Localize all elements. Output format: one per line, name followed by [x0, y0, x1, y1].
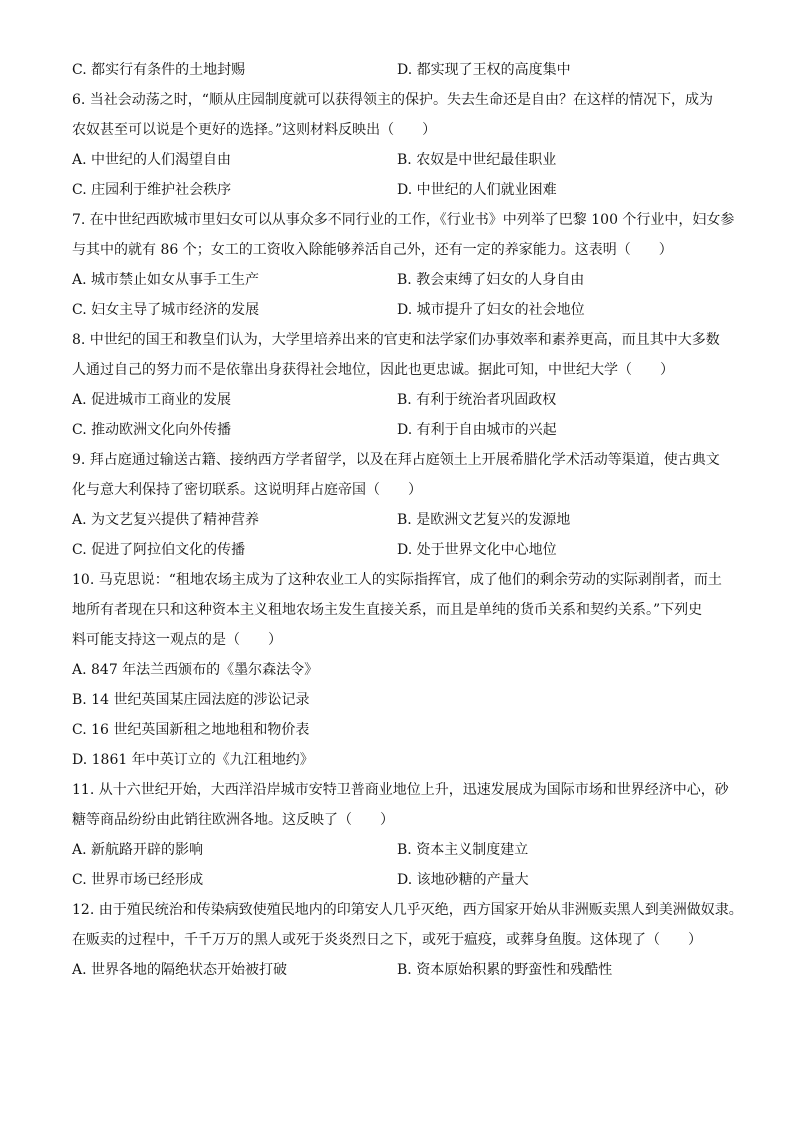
- option-c: C. 都实行有条件的土地封赐: [72, 62, 246, 78]
- question-stem-line: 农奴甚至可以说是个更好的选择。”这则材料反映出（ ）: [72, 122, 437, 138]
- question-8-stem: [72, 330, 722, 380]
- question-stem-line: 与其中的就有 86 个；女工的工资收入除能够养活自己外，还有一定的养家能力。这表明（ ）: [72, 242, 673, 258]
- option-b: B. 资本主义制度建立: [397, 842, 529, 858]
- question-7-stem: [72, 210, 735, 260]
- question-11-stem: [72, 780, 729, 830]
- option-b: B. 14 世纪英国某庄园法庭的涉讼记录: [72, 692, 310, 708]
- question-stem-line: 糖等商品纷纷由此销往欧洲各地。这反映了（ ）: [72, 812, 394, 828]
- question-stem-line: 地所有者现在只和这种资本主义租地农场主发生直接关系，而且是单纯的货币关系和契约关系。”下列史: [72, 602, 703, 618]
- option-c: C. 妇女主导了城市经济的发展: [72, 302, 260, 318]
- question-7-options-ab: [72, 270, 722, 290]
- option-a: A. 促进城市工商业的发展: [72, 392, 232, 408]
- question-8-options-cd: [72, 420, 722, 440]
- option-d: D. 都实现了王权的高度集中: [397, 62, 571, 78]
- option-a: A. 847 年法兰西颁布的《墨尔森法令》: [72, 662, 319, 678]
- question-stem-line: 人通过自己的努力而不是依靠出身获得社会地位，因此也更忠诚。据此可知，中世纪大学（ ）: [72, 362, 674, 378]
- question-11-options-cd: [72, 870, 722, 890]
- option-c: C. 推动欧洲文化向外传播: [72, 422, 232, 438]
- question-stem-line: 8. 中世纪的国王和教皇们认为，大学里培养出来的官吏和法学家们办事效率和素养更高，而且其中大多数: [72, 332, 720, 348]
- question-7-options-cd: [72, 300, 722, 320]
- option-d: D. 中世纪的人们就业困难: [397, 182, 557, 198]
- option-b: B. 农奴是中世纪最佳职业: [397, 152, 557, 168]
- option-d: D. 处于世界文化中心地位: [397, 542, 557, 558]
- option-a: A. 世界各地的隔绝状态开始被打破: [72, 962, 288, 978]
- question-6-stem: [72, 90, 722, 140]
- question-12-stem: [72, 900, 743, 950]
- option-b: B. 有利于统治者巩固政权: [397, 392, 557, 408]
- option-c: C. 16 世纪英国新租之地地租和物价表: [72, 722, 310, 738]
- option-a: A. 新航路开辟的影响: [72, 842, 204, 858]
- question-stem-line: 7. 在中世纪西欧城市里妇女可以从事众多不同行业的工作，《行业书》中列举了巴黎 100 个行业中，妇女参: [72, 212, 735, 228]
- option-c: C. 世界市场已经形成: [72, 872, 204, 888]
- option-b: B. 资本原始积累的野蛮性和残酷性: [397, 962, 613, 978]
- option-a: A. 为文艺复兴提供了精神营养: [72, 512, 260, 528]
- question-9-options-ab: [72, 510, 722, 530]
- option-d: D. 有利于自由城市的兴起: [397, 422, 557, 438]
- option-c: C. 促进了阿拉伯文化的传播: [72, 542, 246, 558]
- question-9-stem: [72, 450, 722, 500]
- question-stem-line: 12. 由于殖民统治和传染病致使殖民地内的印第安人几乎灭绝，西方国家开始从非洲贩卖黑人到美洲做奴隶。: [72, 902, 743, 918]
- question-stem-line: 10. 马克思说：“租地农场主成为了这种农业工人的实际指挥官，成了他们的剩余劳动的实际剥削者，而土: [72, 572, 722, 588]
- question-stem-line: 化与意大利保持了密切联系。这说明拜占庭帝国（ ）: [72, 482, 422, 498]
- question-stem-line: 料可能支持这一观点的是（ ）: [72, 632, 282, 648]
- option-a: A. 城市禁止如女从事手工生产: [72, 272, 260, 288]
- question-stem-line: 在贩卖的过程中，千千万万的黑人或死于炎炎烈日之下，或死于瘟疫，或葬身鱼腹。这体现了（ ）: [72, 932, 702, 948]
- question-6-options-ab: [72, 150, 722, 170]
- question-8-options-ab: [72, 390, 722, 410]
- option-b: B. 教会束缚了妇女的人身自由: [397, 272, 585, 288]
- option-a: A. 中世纪的人们渴望自由: [72, 152, 232, 168]
- option-d: D. 城市提升了妇女的社会地位: [397, 302, 585, 318]
- question-stem-line: 11. 从十六世纪开始，大西洋沿岸城市安特卫普商业地位上升，迅速发展成为国际市场和世界经济中心，砂: [72, 782, 729, 798]
- question-9-options-cd: [72, 540, 722, 560]
- question-stem-line: 9. 拜占庭通过输送古籍、接纳西方学者留学，以及在拜占庭领土上开展希腊化学术活动等渠道，使古典文: [72, 452, 720, 468]
- option-c: C. 庄园利于维护社会秩序: [72, 182, 232, 198]
- question-5-options-cd: [72, 60, 722, 80]
- exam-page: [72, 60, 743, 980]
- question-6-options-cd: [72, 180, 722, 200]
- question-12-options-ab: [72, 960, 722, 980]
- question-stem-line: 6. 当社会动荡之时，“顺从庄园制度就可以获得领主的保护。失去生命还是自由？在这样的情况下，成为: [72, 92, 713, 108]
- question-11-options-ab: [72, 840, 722, 860]
- question-10-stem: [72, 570, 722, 650]
- option-d: D. 该地砂糖的产量大: [397, 872, 529, 888]
- option-d: D. 1861 年中英订立的《九江租地约》: [72, 752, 314, 768]
- option-b: B. 是欧洲文艺复兴的发源地: [397, 512, 571, 528]
